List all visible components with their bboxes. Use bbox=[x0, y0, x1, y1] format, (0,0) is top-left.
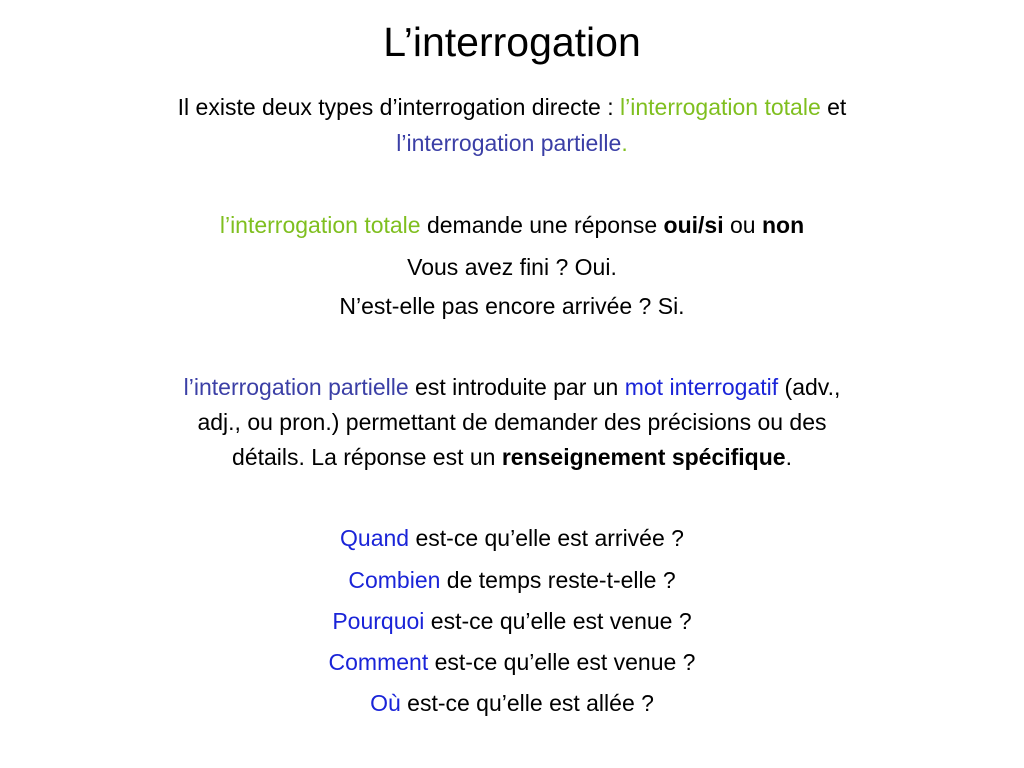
partielle-line-3 bbox=[40, 440, 984, 474]
partielle-line-3-suffix: . bbox=[785, 444, 792, 470]
totale-example-1: Vous avez fini ? Oui. bbox=[407, 254, 617, 280]
partielle-text-1: est introduite par un bbox=[408, 374, 625, 400]
example-line bbox=[40, 604, 984, 638]
intro-line-2 bbox=[40, 126, 984, 160]
example-interrogative-word: Pourquoi bbox=[332, 608, 425, 634]
intro-totale-term: l’interrogation totale bbox=[620, 94, 821, 120]
example-rest: est-ce qu’elle est venue ? bbox=[428, 649, 696, 675]
example-rest: est-ce qu’elle est allée ? bbox=[400, 690, 654, 716]
partielle-renseignement: renseignement spécifique bbox=[501, 444, 786, 470]
example-line bbox=[40, 645, 984, 679]
example-interrogative-word: Comment bbox=[328, 649, 429, 675]
totale-example-2: N’est-elle pas encore arrivée ? Si. bbox=[339, 293, 685, 319]
intro-period: . bbox=[621, 130, 628, 156]
intro-prefix: Il existe deux types d’interrogation directe : bbox=[177, 94, 621, 120]
partielle-line-2: adj., ou pron.) permettant de demander des précisions ou des bbox=[197, 409, 827, 435]
partielle-line-1 bbox=[40, 370, 984, 404]
totale-term: l’interrogation totale bbox=[219, 212, 421, 238]
partielle-term: l’interrogation partielle bbox=[183, 374, 409, 400]
example-rest: de temps reste-t-elle ? bbox=[440, 567, 676, 593]
example-rest: est-ce qu’elle est arrivée ? bbox=[409, 525, 684, 551]
totale-oui-si: oui/si bbox=[663, 212, 724, 238]
partielle-text-2: (adv., bbox=[778, 374, 841, 400]
totale-ou: ou bbox=[723, 212, 762, 238]
example-interrogative-word: Où bbox=[370, 690, 401, 716]
totale-definition bbox=[40, 208, 984, 242]
example-line bbox=[40, 521, 984, 555]
partielle-line-3-prefix: détails. La réponse est un bbox=[232, 444, 502, 470]
totale-non: non bbox=[761, 212, 805, 238]
page-title: L’interrogation bbox=[383, 19, 641, 65]
totale-text: demande une réponse bbox=[420, 212, 664, 238]
example-line bbox=[40, 563, 984, 597]
intro-partielle-term: l’interrogation partielle bbox=[396, 130, 622, 156]
example-rest: est-ce qu’elle est venue ? bbox=[424, 608, 692, 634]
example-interrogative-word: Quand bbox=[340, 525, 410, 551]
example-line bbox=[40, 686, 984, 720]
example-interrogative-word: Combien bbox=[348, 567, 441, 593]
intro-line-1 bbox=[40, 90, 984, 124]
partielle-mot-interrogatif: mot interrogatif bbox=[624, 374, 779, 400]
intro-suffix: et bbox=[820, 94, 847, 120]
